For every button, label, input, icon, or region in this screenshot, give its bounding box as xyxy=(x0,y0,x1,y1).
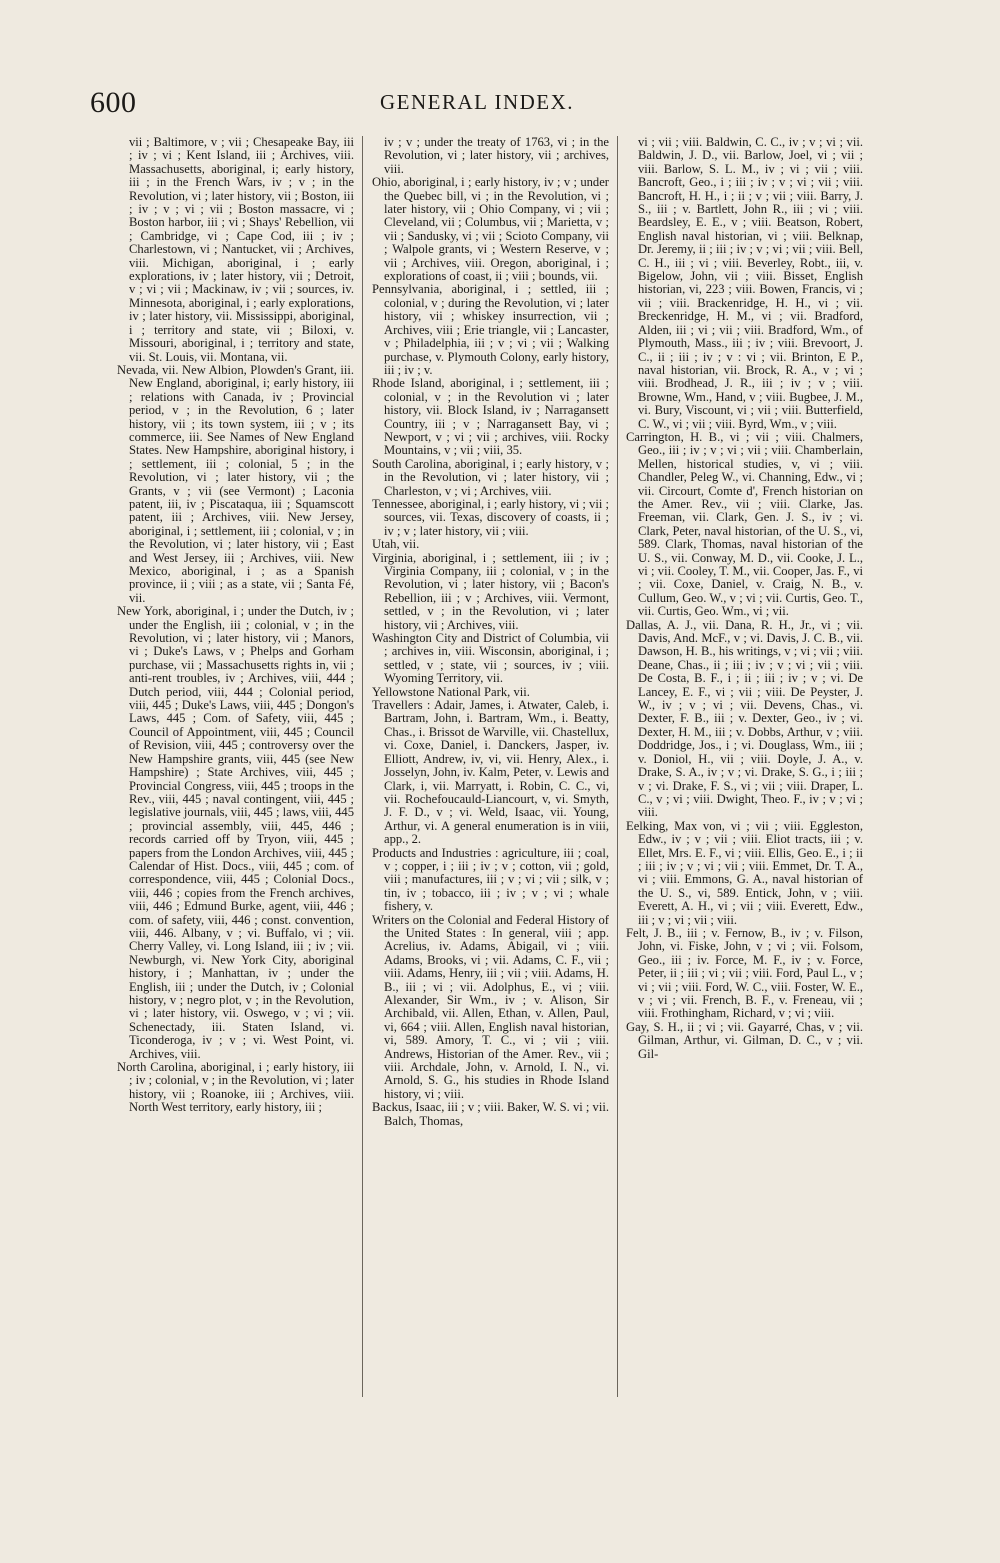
index-column-2 xyxy=(372,136,609,1413)
index-entry: Writers on the Colonial and Federal History of the United States : In general, viii ; app. Acrelius, iv. Adams, Abigail, vi ; viii. Adams, Brooks, vi ; vii. Adams, C. F., vii ; viii. Adams, Henry, iii ; vii ; viii. Adams, H. B., iii ; vi ; vii. Adolphus, E., vi ; viii. Alexander, Sir Wm., iv ; v. Alison, Sir Archibald, vii. Allen, Ethan, v. Allen, Paul, vi, 664 ; viii. Allen, English naval historian, vi, 589. Amory, T. C., vi ; vii ; viii. Andrews, Historian of the Amer. Rev., vii ; viii. Archdale, John, v. Arnold, I. N., vi. Arnold, S. G., his studies in Rhode Island history, vi ; viii. xyxy=(372,912,609,1101)
index-entry: Rhode Island, aboriginal, i ; settlement, iii ; colonial, v ; in the Revolution vi ; later history, vii. Block Island, iv ; Narragansett Country, iii ; v ; Narragansett Bay, vi ; Newport, v ; vi ; vii ; archives, viii. Rocky Mountains, v ; vii ; viii, 35. xyxy=(372,376,609,458)
page-number: 600 xyxy=(90,86,137,119)
index-entry: vi ; vii ; viii. Baldwin, C. C., iv ; v ; vi ; vii. Baldwin, J. D., vii. Barlow, Joel, vi ; vii ; viii. Barlow, S. L. M., iv ; vi ; vii ; viii. Bancroft, Geo., i ; iii ; iv ; v ; vi ; vii ; viii. Bancroft, H. H., i ; ii ; v ; vii ; viii. Barry, J. S., iii ; v. Bartlett, John R., iii ; vi ; viii. Beardsley, E. E., v ; viii. Beatson, Robert, English naval historian, vi ; viii. Belknap, Dr. Jeremy, ii ; iii ; iv ; v ; vi ; vii ; viii. Bell, C. H., iii ; vi ; viii. Beverley, Robt., iii, v. Bigelow, John, vii ; viii. Bisset, English historian, vi, 223 ; viii. Bowen, Francis, vi ; vii ; viii. Brackenridge, H. H., vi ; vii. Breckenridge, H. M., vi ; vii. Bradford, Alden, iii ; vi ; vii ; viii. Bradford, Wm., of Plymouth, Mass., iii ; iv ; viii. Brevoort, J. C., ii ; iii ; iv ; v : vi ; vii. Brinton, E P., naval historian, vii. Brock, R. A., v ; vi ; viii. Brodhead, J. R., iii ; iv ; v ; viii. Browne, Wm., Hand, v ; viii. Bugbee, J. M., vi. Bury, Viscount, vi ; vii ; viii. Butterfield, C. W., vi ; vii ; viii. Byrd, Wm., v ; viii. xyxy=(638,136,863,431)
index-entry: New York, aboriginal, i ; under the Dutch, iv ; under the English, iii ; colonial, v ; in the Revolution, vi ; later history, vii ; Manors, vi ; Duke's Laws, v ; Phelps and Gorham purchase, vii ; Massachusetts rights in, vii ; anti-rent troubles, iv ; Archives, viii, 444 ; Dutch period, viii, 444 ; Colonial period, viii, 445 ; Duke's Laws, viii, 445 ; Dongon's Laws, 445 ; Com. of Safety, viii, 445 ; Council of Appointment, viii, 445 ; Council of Revision, viii, 445 ; controversy over the New Hampshire grants, viii, 445 (see New Hampshire) ; State Archives, viii, 445 ; Provincial Congress, viii, 445 ; troops in the Rev., viii, 445 ; naval contingent, viii, 445 ; legislative journals, viii, 445 ; laws, viii, 445 ; provincial assembly, viii, 445, 446 ; records carried off by Tryon, viii, 445 ; papers from the London Archives, viii, 445 ; Calendar of Hist. Docs., viii, 445 ; com. of correspondence, viii, 445 ; Colonial Docs., viii, 446 ; copies from the French archives, viii, 446 ; Edmund Burke, agent, viii, 446 ; com. of safety, viii, 446 ; const. convention, viii, 446. Albany, v ; vi. Buffalo, vi ; vii. Cherry Valley, vi. Long Island, iii ; iv ; vii. Newburgh, vi. New York City, aboriginal history, i ; Manhattan, iv ; under the English, iii ; under the Dutch, iv ; Colonial history, v ; negro plot, v ; in the Revolution, vi ; later history, vii. Oswego, v ; vi ; vii. Schenectady, iii. Staten Island, vi. Ticonderoga, iv ; v ; vi. West Point, vi. Archives, viii. xyxy=(117,604,354,1061)
running-title: GENERAL INDEX. xyxy=(380,90,575,114)
index-entry: Tennessee, aboriginal, i ; early history, vi ; vii ; sources, vii. Texas, discovery of coasts, ii ; iv ; v ; later history, vii ; viii. xyxy=(372,496,609,538)
index-entry: Carrington, H. B., vi ; vii ; viii. Chalmers, Geo., iii ; iv ; v ; vi ; vii ; viii. Chamberlain, Mellen, historical studies, v, vi ; viii. Chandler, Peleg W., vi. Channing, Edw., vi ; vii. Circourt, Comte d', French historian on the Amer. Rev., vii ; viii. Clarke, Jas. Freeman, vii. Clark, Gen. J. S., iv ; vi. Clark, Peter, naval historian, of the U. S., vi, 589. Clark, Thomas, naval historian of the U. S., vii. Conway, M. D., vii. Cooke, J. L., vi ; vii. Cooley, T. M., vii. Cooper, Jas. F., vi ; vii. Coxe, Daniel, v. Craig, N. B., v. Cullum, Geo. W., v ; vi ; vii. Curtis, Geo. T., vii. Curtis, Geo. Wm., vi ; vii. xyxy=(626,429,863,619)
index-entry: Gay, S. H., ii ; vi ; vii. Gayarré, Chas, v ; vii. Gilman, Arthur, vi. Gilman, D. C., v ; vii. Gil- xyxy=(626,1019,863,1061)
index-column-1 xyxy=(117,136,354,1413)
column-divider xyxy=(617,136,618,1397)
index-entry: North Carolina, aboriginal, i ; early history, iii ; iv ; colonial, v ; in the Revolution, vi ; later history, vii ; Roanoke, iii ; Archives, viii. North West territory, early history, iii ; xyxy=(117,1060,354,1115)
index-entry: Travellers : Adair, James, i. Atwater, Caleb, i. Bartram, John, i. Bartram, Wm., i. Beatty, Chas., i. Brissot de Warville, vii. Chastellux, vi. Coxe, Daniel, i. Danckers, Jasper, iv. Elliott, Andrew, iv, vi, vii. Henry, Alex., i. Josselyn, John, iv. Kalm, Peter, v. Lewis and Clark, i, vii. Marryatt, i. Robin, C. C., vi, vii. Rochefoucauld-Liancourt, v, vi. Smyth, J. F. D., v ; vi. Weld, Isaac, vii. Young, Arthur, vi. A general enumeration is in viii, app., 2. xyxy=(372,698,609,847)
index-entry: Eelking, Max von, vi ; vii ; viii. Eggleston, Edw., iv ; v ; vii ; viii. Eliot tracts, iii ; v. Ellet, Mrs. E. F., vi ; viii. Ellis, Geo. E., i ; ii ; iii ; iv ; v ; vi ; vii ; viii. Emmet, Dr. T. A., vi ; viii. Emmons, G. A., naval historian of the U. S., vi, 589. Entick, John, v ; viii. Everett, A. H., vi ; vii ; viii. Everett, Edw., iii ; v ; vi ; vii ; viii. xyxy=(626,818,863,927)
index-entry: Pennsylvania, aboriginal, i ; settled, iii ; colonial, v ; during the Revolution, vi ; later history, vii ; whiskey insurrection, vii ; Archives, viii ; Erie triangle, vii ; Lancaster, v ; Philadelphia, iii ; v ; vi ; vii ; Walking purchase, v. Plymouth Colony, early history, iii ; iv ; v. xyxy=(372,282,609,377)
column-divider xyxy=(362,136,363,1397)
index-column-3 xyxy=(626,136,863,1413)
index-entry: vii ; Baltimore, v ; vii ; Chesapeake Bay, iii ; iv ; vi ; Kent Island, iii ; Archives, viii. Massachusetts, aboriginal, i; early history, iii ; in the French Wars, iv ; v ; in the Revolution, vi ; later history, vii ; Boston, iii ; iv ; v ; vi ; vii ; Boston massacre, vi ; Boston harbor, iii ; vi ; Shays' Rebellion, vii ; Cambridge, vi ; Cape Cod, iii ; iv ; Charlestown, vi ; Nantucket, vii ; Archives, viii. Michigan, aboriginal, i ; early explorations, iv ; later history, vii ; Detroit, v ; vi ; vii ; Mackinaw, iv ; vii ; sources, iv. Minnesota, aboriginal, i ; early explorations, iv ; later history, vii. Mississippi, aboriginal, i ; territory and state, vii ; Biloxi, v. Missouri, aboriginal, i ; territory and state, vii. St. Louis, vii. Montana, vii. xyxy=(129,136,354,364)
index-entry: Backus, Isaac, iii ; v ; viii. Baker, W. S. vi ; vii. Balch, Thomas, xyxy=(372,1100,609,1128)
index-entry: Dallas, A. J., vii. Dana, R. H., Jr., vi ; vii. Davis, And. McF., v ; vi. Davis, J. C. B., vii. Dawson, H. B., his writings, v ; vi ; vii ; viii. Deane, Chas., ii ; iii ; iv ; v ; vi ; vii ; viii. De Costa, B. F., i ; ii ; iii ; iv ; v ; vi. De Lancey, E. F., vi ; vii ; viii. De Peyster, J. W., iv ; v ; vi ; vii. Devens, Chas., vi. Dexter, F. B., iii ; v. Dexter, Geo., iv ; vi. Dexter, H. M., iii ; v. Dobbs, Arthur, v ; viii. Doddridge, Jos., i ; vi. Douglass, Wm., iii ; v. Doniol, H., vii ; viii. Doyle, J. A., v. Drake, S. A., iv ; v ; vi. Drake, S. G., i ; iii ; v ; vi. Drake, F. S., vi ; vii ; viii. Draper, L. C., v ; vi ; viii. Dwight, Theo. F., iv ; v ; vi ; viii. xyxy=(626,617,863,820)
index-entry: Washington City and District of Columbia, vii ; archives in, viii. Wisconsin, aboriginal, i ; settled, v ; state, vii ; sources, iv ; viii. Wyoming Territory, vii. xyxy=(372,631,609,686)
index-entry: South Carolina, aboriginal, i ; early history, v ; in the Revolution, vi ; later history, vii ; Charleston, v ; vi ; Archives, viii. xyxy=(372,456,609,498)
index-entry: Products and Industries : agriculture, iii ; coal, v ; copper, i ; iii ; iv ; v ; cotton, vii ; gold, viii ; manufactures, iii ; v ; vi ; vii ; silk, v ; tin, iv ; tobacco, iii ; iv ; v ; vi ; whale fishery, v. xyxy=(372,845,609,914)
index-entry: Utah, vii. xyxy=(372,537,420,552)
index-entry: iv ; v ; under the treaty of 1763, vi ; in the Revolution, vi ; later history, vii ; archives, viii. xyxy=(384,136,609,176)
index-entry: Felt, J. B., iii ; v. Fernow, B., iv ; v. Filson, John, vi. Fiske, John, v ; vi ; vii. Folsom, Geo., iii ; iv. Force, M. F., iv ; v. Force, Peter, ii ; iii ; vi ; vii ; viii. Ford, Paul L., v ; vi ; vii ; viii. Ford, W. C., viii. Foster, W. E., v ; vi ; vii. French, B. F., v. Freneau, vii ; viii. Frothingham, Richard, v ; vi ; viii. xyxy=(626,925,863,1021)
index-entry: Virginia, aboriginal, i ; settlement, iii ; iv ; Virginia Company, iii ; colonial, v ; in the Revolution, vi ; later history, vii ; Bacon's Rebellion, iii ; v ; Archives, viii. Vermont, settled, v ; in the Revolution, vi ; later history, vii ; Archives, viii. xyxy=(372,550,609,632)
index-entry: Yellowstone National Park, vii. xyxy=(372,684,530,699)
index-entry: Nevada, vii. New Albion, Plowden's Grant, iii. New England, aboriginal, i; early history, iii ; relations with Canada, iv ; Provincial period, v ; in the Revolution, 6 ; later history, vii ; its town system, iii ; v ; its commerce, iii. See Names of New England States. New Hampshire, aboriginal history, i ; settlement, iii ; colonial, 5 ; in the Revolution, vi ; later history, vii ; the Grants, v ; vii (see Vermont) ; Laconia patent, iii, iv ; Piscataqua, iii ; Squamscott patent, iii ; Archives, viii. New Jersey, aboriginal, i ; settlement, iii ; colonial, v ; in the Revolution, vi ; later history, vii ; East and West Jersey, iii ; Archives, viii. New Mexico, aboriginal, i ; as a Spanish province, ii ; viii ; as a state, vii ; Santa Fé, vii. xyxy=(117,362,354,605)
index-entry: Ohio, aboriginal, i ; early history, iv ; v ; under the Quebec bill, vi ; in the Revolution, vi ; later history, vii ; Ohio Company, vi ; vii ; Cleveland, vii ; Columbus, vii ; Marietta, v ; vii ; Sandusky, vi ; vii ; Scioto Company, vii ; Walpole grants, vi ; Western Reserve, v ; vii ; Archives, viii. Oregon, aboriginal, i ; explorations of coast, ii ; viii ; bounds, vii. xyxy=(372,175,609,284)
